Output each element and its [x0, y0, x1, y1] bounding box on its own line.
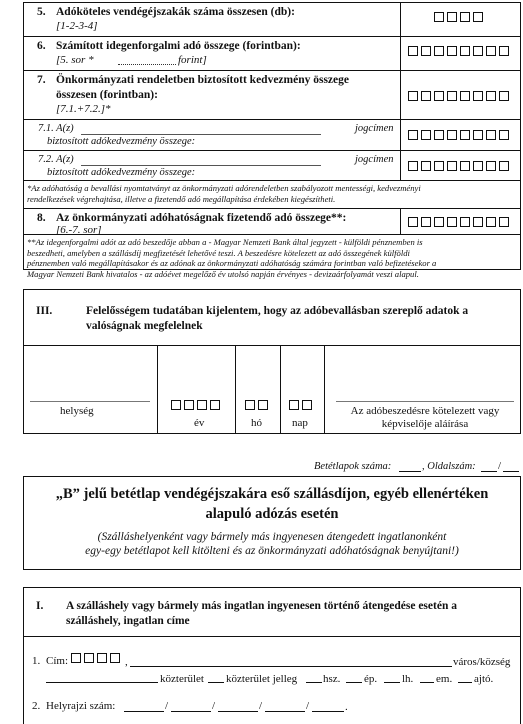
row72-label: 7.2. A(z) — [38, 154, 74, 165]
digit-box[interactable] — [434, 217, 444, 227]
digit-box[interactable] — [408, 91, 418, 101]
digit-box[interactable] — [434, 91, 444, 101]
house-number-label: hsz. — [323, 673, 341, 685]
footnote-2-line1: **Az idegenforgalmi adót az adó beszedője abban a - Magyar Nemzeti Bank által jegyzett - külföldi pénznemben is — [27, 237, 423, 247]
footnote-1-line2: rendelkezések végrehajtása, illetve a fizetendő adó megállapítása érdekében kiegészítheti. — [27, 193, 336, 204]
month-label: hó — [251, 417, 262, 429]
street-input-line[interactable] — [46, 682, 158, 683]
row6-input-boxes[interactable] — [408, 46, 509, 56]
digit-box[interactable] — [447, 130, 457, 140]
parcel-slash: / — [212, 700, 216, 712]
row7-title-1: Önkormányzati rendeletben biztosított kedvezmény összege — [56, 74, 349, 86]
row8-formula: [6.-7. sor] — [56, 224, 102, 236]
digit-box[interactable] — [408, 161, 418, 171]
digit-box[interactable] — [171, 400, 181, 410]
digit-box[interactable] — [473, 217, 483, 227]
footnote-2 — [27, 237, 519, 279]
parcel-input-line[interactable] — [124, 711, 164, 712]
address-number: 1. — [32, 655, 41, 667]
digit-box[interactable] — [460, 217, 470, 227]
digit-box[interactable] — [302, 400, 312, 410]
row72-sub: biztosított adókedvezmény összege: — [47, 167, 196, 178]
row5-title: Adóköteles vendégéjszakák száma összesen (db): — [56, 6, 295, 18]
staircase-label: lh. — [402, 673, 414, 685]
declaration-line2: valóságnak megfelelnek — [86, 320, 203, 332]
digit-box[interactable] — [460, 46, 470, 56]
digit-box[interactable] — [486, 217, 496, 227]
street-label: közterület — [160, 673, 204, 685]
sig-divider — [235, 345, 236, 434]
footnote-1 — [27, 183, 519, 204]
digit-box[interactable] — [447, 161, 457, 171]
digit-box[interactable] — [408, 217, 418, 227]
insert-count-line — [399, 471, 421, 472]
row7-title-2: összesen (forintban): — [56, 89, 158, 101]
digit-box[interactable] — [486, 91, 496, 101]
digit-box[interactable] — [258, 400, 268, 410]
digit-box[interactable] — [499, 161, 509, 171]
row8-number: 8. — [37, 212, 46, 224]
row5-number: 5. — [37, 6, 46, 18]
row71-label: 7.1. A(z) — [38, 123, 74, 134]
row6-formula-b: forint] — [178, 54, 207, 66]
postcode-input-boxes[interactable] — [71, 653, 120, 663]
day-label: nap — [292, 417, 308, 429]
street-type-input-line[interactable] — [208, 682, 224, 683]
row8-column-divider — [400, 208, 401, 234]
row-separator — [23, 150, 521, 151]
digit-box[interactable] — [197, 400, 207, 410]
parcel-input-line[interactable] — [218, 711, 258, 712]
row72-input-boxes[interactable] — [408, 161, 509, 171]
amount-column-divider — [400, 2, 401, 180]
row-separator — [23, 180, 521, 181]
digit-box[interactable] — [486, 46, 496, 56]
insert-title-1: „B” jelű betétlap vendégéjszakára eső szállásdíjon, egyéb ellenértéken — [55, 486, 489, 502]
digit-box[interactable] — [421, 91, 431, 101]
section-three-roman: III. — [36, 305, 53, 317]
signature-label-2: képviselője aláírása — [381, 418, 469, 430]
row-separator — [23, 234, 521, 235]
city-input-line[interactable] — [130, 666, 452, 667]
section-one-heading-1: A szálláshely vagy bármely más ingatlan ingyenesen történő átengedése esetén a — [66, 600, 457, 612]
digit-box[interactable] — [421, 130, 431, 140]
house-number-input-line[interactable] — [306, 682, 322, 683]
place-label: helység — [60, 405, 94, 417]
row7-input-boxes[interactable] — [408, 91, 509, 101]
row6-rate-line — [118, 64, 176, 65]
digit-box[interactable] — [434, 161, 444, 171]
door-label: ajtó. — [474, 673, 494, 685]
digit-box[interactable] — [245, 400, 255, 410]
building-label: ép. — [364, 673, 378, 685]
footnote-1-line1: *Az adóhatóság a bevallási nyomtatványt az önkormányzati adórendeletben szabályozott mentességi, kedvezményi — [27, 183, 421, 193]
digit-box[interactable] — [473, 130, 483, 140]
row7-formula: [7.1.+7.2.]* — [56, 103, 111, 115]
digit-box[interactable] — [408, 46, 418, 56]
parcel-slash: / — [165, 700, 169, 712]
digit-box[interactable] — [447, 12, 457, 22]
page-number-label: , Oldalszám: — [422, 461, 476, 472]
row6-number: 6. — [37, 40, 46, 52]
insert-title-2: alapuló adózás esetén — [205, 506, 339, 522]
parcel-input-line[interactable] — [312, 711, 344, 712]
place-line — [30, 401, 150, 402]
digit-box[interactable] — [84, 653, 94, 663]
row8-input-boxes[interactable] — [408, 217, 509, 227]
row-separator — [23, 36, 521, 37]
digit-box[interactable] — [499, 91, 509, 101]
street-type-label: közterület jelleg — [226, 673, 298, 685]
insert-count-label: Betétlapok száma: — [314, 461, 392, 472]
digit-box[interactable] — [460, 161, 470, 171]
footnote-2-line2: beszedheti, amelyben a szállásdíj megfizetését lehetővé teszi. A beszedésre kötelezett az adó összegének külföldi — [27, 247, 410, 258]
digit-box[interactable] — [499, 130, 509, 140]
signature-line — [336, 401, 514, 402]
postcode-comma: , — [125, 656, 128, 668]
digit-box[interactable] — [460, 12, 470, 22]
row-separator — [23, 70, 521, 71]
digit-box[interactable] — [460, 130, 470, 140]
floor-input-line[interactable] — [420, 682, 434, 683]
digit-box[interactable] — [499, 46, 509, 56]
building-input-line[interactable] — [346, 682, 362, 683]
digit-box[interactable] — [421, 161, 431, 171]
floor-label: em. — [436, 673, 453, 685]
row71-sub: biztosított adókedvezmény összege: — [47, 136, 196, 147]
row-separator — [23, 119, 521, 120]
row5-input-boxes[interactable] — [434, 12, 483, 22]
address-label: Cím: — [46, 655, 69, 667]
digit-box[interactable] — [460, 91, 470, 101]
year-input-boxes[interactable] — [171, 400, 220, 410]
digit-box[interactable] — [210, 400, 220, 410]
digit-box[interactable] — [486, 130, 496, 140]
row72-right: jogcímen — [355, 154, 394, 165]
digit-box[interactable] — [421, 217, 431, 227]
section-one-roman: I. — [36, 600, 44, 612]
section-one-heading-2: szálláshely, ingatlan címe — [66, 615, 190, 627]
digit-box[interactable] — [473, 46, 483, 56]
row8-title: Az önkormányzati adóhatóságnak fizetendő adó összege**: — [56, 212, 347, 224]
sig-divider — [157, 345, 158, 434]
signature-row-top — [23, 345, 521, 346]
declaration-line1: Felelősségem tudatában kijelentem, hogy az adóbevallásban szereplő adatok a — [86, 305, 469, 317]
parcel-slash: / — [259, 700, 263, 712]
digit-box[interactable] — [71, 653, 81, 663]
signature-label-1: Az adóbeszedésre kötelezett vagy — [350, 405, 500, 417]
digit-box[interactable] — [408, 130, 418, 140]
row6-title: Számított idegenforgalmi adó összege (forintban): — [56, 40, 301, 52]
digit-box[interactable] — [473, 161, 483, 171]
parcel-slash: / — [306, 700, 310, 712]
insert-subtitle-1: (Szálláshelyenként vagy bármely más ingyenesen átengedett ingatlanonként — [97, 531, 447, 543]
row71-name-line — [81, 134, 321, 135]
page-total-line — [503, 471, 519, 472]
digit-box[interactable] — [473, 91, 483, 101]
digit-box[interactable] — [289, 400, 299, 410]
parcel-number-label: Helyrajzi szám: — [46, 700, 116, 712]
staircase-input-line[interactable] — [384, 682, 400, 683]
door-input-line[interactable] — [458, 682, 472, 683]
page-number-line — [481, 471, 497, 472]
digit-box[interactable] — [499, 217, 509, 227]
year-label: év — [194, 417, 205, 429]
parcel-input-line[interactable] — [171, 711, 211, 712]
digit-box[interactable] — [447, 46, 457, 56]
digit-box[interactable] — [97, 653, 107, 663]
digit-box[interactable] — [447, 217, 457, 227]
insert-subtitle-2: egy-egy betétlapot kell kitölteni és az önkormányzati adóhatóságnak benyújtani!) — [85, 545, 459, 557]
parcel-number-index: 2. — [32, 700, 41, 712]
digit-box[interactable] — [184, 400, 194, 410]
row5-formula: [1-2-3-4] — [56, 20, 98, 32]
row71-right: jogcímen — [355, 123, 394, 134]
digit-box[interactable] — [421, 46, 431, 56]
sig-divider — [280, 345, 281, 434]
digit-box[interactable] — [473, 12, 483, 22]
row71-input-boxes[interactable] — [408, 130, 509, 140]
digit-box[interactable] — [434, 46, 444, 56]
parcel-input-line[interactable] — [265, 711, 305, 712]
city-label: város/község — [453, 656, 511, 668]
digit-box[interactable] — [110, 653, 120, 663]
row7-number: 7. — [37, 74, 46, 86]
day-input-boxes[interactable] — [289, 400, 312, 410]
section-one-divider — [23, 636, 521, 637]
page-number-slash: / — [498, 460, 502, 472]
digit-box[interactable] — [447, 91, 457, 101]
footnote-2-line4: Magyar Nemzeti Bank hivatalos - az adóévet megelőző év utolsó napján érvényes - devizaárfolyamát veszi alapul. — [27, 268, 419, 279]
sig-divider — [324, 345, 325, 434]
row6-formula-a: [5. sor * — [56, 54, 94, 66]
digit-box[interactable] — [486, 161, 496, 171]
month-input-boxes[interactable] — [245, 400, 268, 410]
footnote-2-line3: pénznemben való megállapításakor és az adónak az önkormányzati adóhatóság számára forintban való befizetésekor a — [27, 258, 437, 269]
digit-box[interactable] — [434, 12, 444, 22]
parcel-end-period: . — [345, 701, 348, 713]
row72-name-line — [81, 165, 321, 166]
digit-box[interactable] — [434, 130, 444, 140]
row-separator — [23, 208, 521, 209]
